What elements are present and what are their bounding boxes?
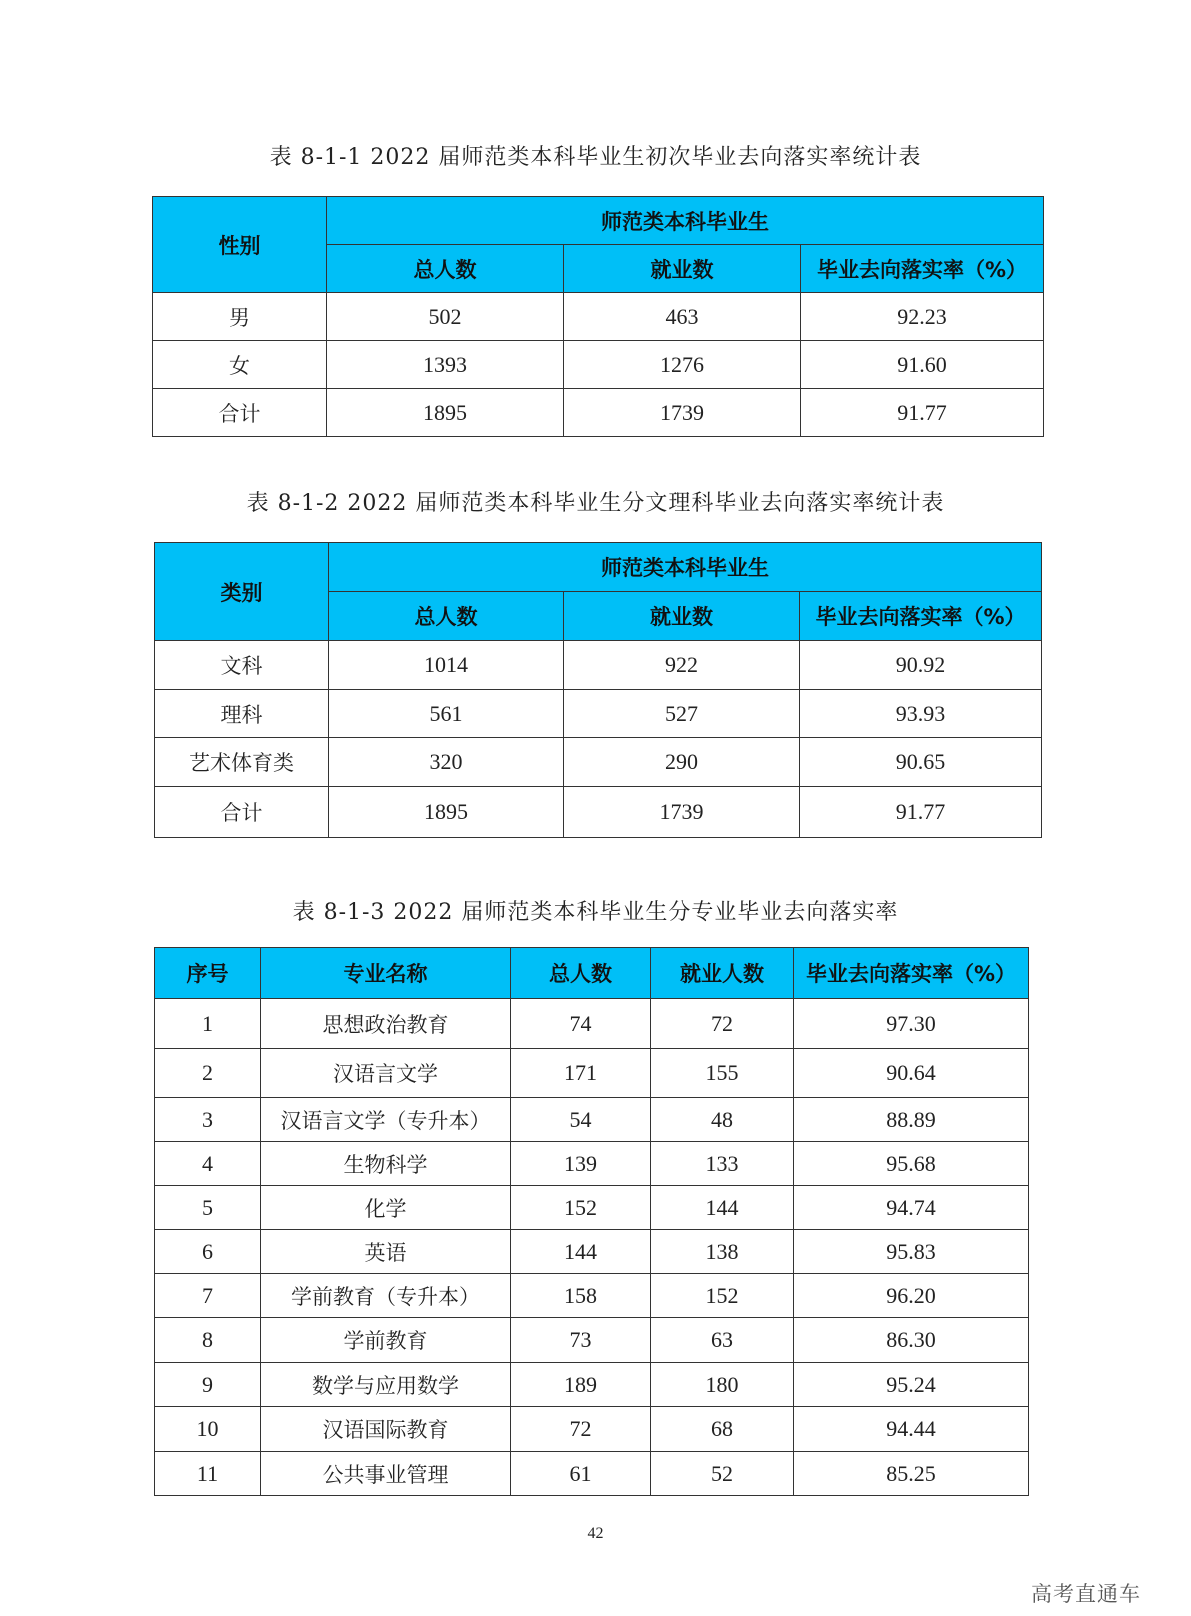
- table-cell: 144: [651, 1186, 794, 1230]
- table-cell: 11: [155, 1452, 261, 1496]
- table1-col-header: 就业数: [564, 245, 801, 293]
- table-cell: 158: [511, 1274, 651, 1318]
- table-cell: 90.92: [800, 641, 1042, 690]
- table-cell: 52: [651, 1452, 794, 1496]
- table-cell: 1739: [564, 389, 801, 437]
- table-cell: 9: [155, 1363, 261, 1407]
- table-cell: 48: [651, 1098, 794, 1142]
- table-cell: 152: [651, 1274, 794, 1318]
- table3-caption: 表 8-1-3 2022 届师范类本科毕业生分专业毕业去向落实率: [292, 900, 899, 925]
- table-cell: 152: [511, 1186, 651, 1230]
- table-cell: 138: [651, 1230, 794, 1274]
- table-cell: 171: [511, 1049, 651, 1098]
- table-cell: 公共事业管理: [261, 1452, 511, 1496]
- table2-col-header: 毕业去向落实率（%）: [800, 592, 1042, 641]
- table-row: [155, 787, 1042, 838]
- table-cell: 文科: [155, 641, 329, 690]
- table-cell: 女: [153, 341, 327, 389]
- table3-col-header: 序号: [155, 948, 261, 999]
- table-cell: 思想政治教育: [261, 999, 511, 1049]
- table3-col-header: 毕业去向落实率（%）: [794, 948, 1029, 999]
- table1-col-header: 毕业去向落实率（%）: [801, 245, 1044, 293]
- table-cell: 91.77: [801, 389, 1044, 437]
- table-row: [155, 690, 1042, 738]
- table-cell: 生物科学: [261, 1142, 511, 1186]
- table-cell: 94.44: [794, 1407, 1029, 1452]
- table-row: [153, 389, 1044, 437]
- table-cell: 6: [155, 1230, 261, 1274]
- table-cell: 5: [155, 1186, 261, 1230]
- table-row: [155, 1142, 1029, 1186]
- table-cell: 139: [511, 1142, 651, 1186]
- table-cell: 72: [651, 999, 794, 1049]
- table2-caption: 表 8-1-2 2022 届师范类本科毕业生分文理科毕业去向落实率统计表: [246, 491, 945, 516]
- table-cell: 91.60: [801, 341, 1044, 389]
- table1-col-header: 总人数: [327, 245, 564, 293]
- table-cell: 理科: [155, 690, 329, 738]
- table-cell: 7: [155, 1274, 261, 1318]
- table3-col-header: 就业人数: [651, 948, 794, 999]
- table-cell: 96.20: [794, 1274, 1029, 1318]
- table-cell: 93.93: [800, 690, 1042, 738]
- table-cell: 180: [651, 1363, 794, 1407]
- table-cell: 汉语言文学（专升本）: [261, 1098, 511, 1142]
- table-cell: 95.83: [794, 1230, 1029, 1274]
- table-cell: 63: [651, 1318, 794, 1363]
- table-cell: 1895: [327, 389, 564, 437]
- table3: [154, 947, 1029, 1496]
- table-row: [153, 293, 1044, 341]
- table-cell: 合计: [153, 389, 327, 437]
- table-cell: 90.65: [800, 738, 1042, 787]
- table-cell: 2: [155, 1049, 261, 1098]
- table-row: [155, 1274, 1029, 1318]
- table-cell: 10: [155, 1407, 261, 1452]
- table-cell: 1393: [327, 341, 564, 389]
- table-cell: 汉语国际教育: [261, 1407, 511, 1452]
- table-row: [155, 999, 1029, 1049]
- table1-row-header: 性别: [153, 197, 327, 293]
- table-cell: 85.25: [794, 1452, 1029, 1496]
- table-cell: 88.89: [794, 1098, 1029, 1142]
- table3-col-header: 专业名称: [261, 948, 511, 999]
- table-cell: 汉语言文学: [261, 1049, 511, 1098]
- table-cell: 1: [155, 999, 261, 1049]
- table-cell: 73: [511, 1318, 651, 1363]
- table-cell: 95.24: [794, 1363, 1029, 1407]
- table-row: [155, 1363, 1029, 1407]
- table-cell: 133: [651, 1142, 794, 1186]
- table-row: [155, 1452, 1029, 1496]
- table-cell: 502: [327, 293, 564, 341]
- table-row: [155, 1098, 1029, 1142]
- table-row: [155, 641, 1042, 690]
- table-cell: 艺术体育类: [155, 738, 329, 787]
- table1: [152, 196, 1044, 437]
- table-cell: 290: [564, 738, 800, 787]
- table-row: [155, 1318, 1029, 1363]
- table1-group-header: 师范类本科毕业生: [327, 197, 1044, 245]
- table-cell: 61: [511, 1452, 651, 1496]
- table-cell: 数学与应用数学: [261, 1363, 511, 1407]
- table-cell: 68: [651, 1407, 794, 1452]
- table-cell: 922: [564, 641, 800, 690]
- table-cell: 155: [651, 1049, 794, 1098]
- table-cell: 1014: [329, 641, 564, 690]
- table-row: [155, 1049, 1029, 1098]
- table-cell: 86.30: [794, 1318, 1029, 1363]
- table-cell: 1739: [564, 787, 800, 838]
- table-row: [155, 1407, 1029, 1452]
- table-cell: 90.64: [794, 1049, 1029, 1098]
- table-cell: 8: [155, 1318, 261, 1363]
- watermark-text: 高考直通车: [1031, 1582, 1141, 1606]
- table-cell: 74: [511, 999, 651, 1049]
- table-cell: 1276: [564, 341, 801, 389]
- table2: [154, 542, 1042, 838]
- table-cell: 男: [153, 293, 327, 341]
- table-cell: 合计: [155, 787, 329, 838]
- table-cell: 320: [329, 738, 564, 787]
- table-row: [153, 341, 1044, 389]
- table-row: [155, 1230, 1029, 1274]
- table-cell: 527: [564, 690, 800, 738]
- table-cell: 97.30: [794, 999, 1029, 1049]
- table2-group-header: 师范类本科毕业生: [329, 543, 1042, 592]
- table-cell: 95.68: [794, 1142, 1029, 1186]
- table2-col-header: 总人数: [329, 592, 564, 641]
- table-cell: 3: [155, 1098, 261, 1142]
- table-cell: 学前教育: [261, 1318, 511, 1363]
- table-cell: 4: [155, 1142, 261, 1186]
- page-number: 42: [587, 1525, 604, 1542]
- table-row: [155, 738, 1042, 787]
- table-cell: 英语: [261, 1230, 511, 1274]
- table-cell: 1895: [329, 787, 564, 838]
- table-cell: 学前教育（专升本）: [261, 1274, 511, 1318]
- table3-col-header: 总人数: [511, 948, 651, 999]
- table-cell: 94.74: [794, 1186, 1029, 1230]
- table2-col-header: 就业数: [564, 592, 800, 641]
- table-cell: 189: [511, 1363, 651, 1407]
- table2-row-header: 类别: [155, 543, 329, 641]
- table-cell: 91.77: [800, 787, 1042, 838]
- table-cell: 化学: [261, 1186, 511, 1230]
- table-cell: 92.23: [801, 293, 1044, 341]
- table-cell: 54: [511, 1098, 651, 1142]
- table-cell: 72: [511, 1407, 651, 1452]
- table1-caption: 表 8-1-1 2022 届师范类本科毕业生初次毕业去向落实率统计表: [269, 145, 922, 170]
- table-cell: 463: [564, 293, 801, 341]
- table-cell: 561: [329, 690, 564, 738]
- table-row: [155, 1186, 1029, 1230]
- table-cell: 144: [511, 1230, 651, 1274]
